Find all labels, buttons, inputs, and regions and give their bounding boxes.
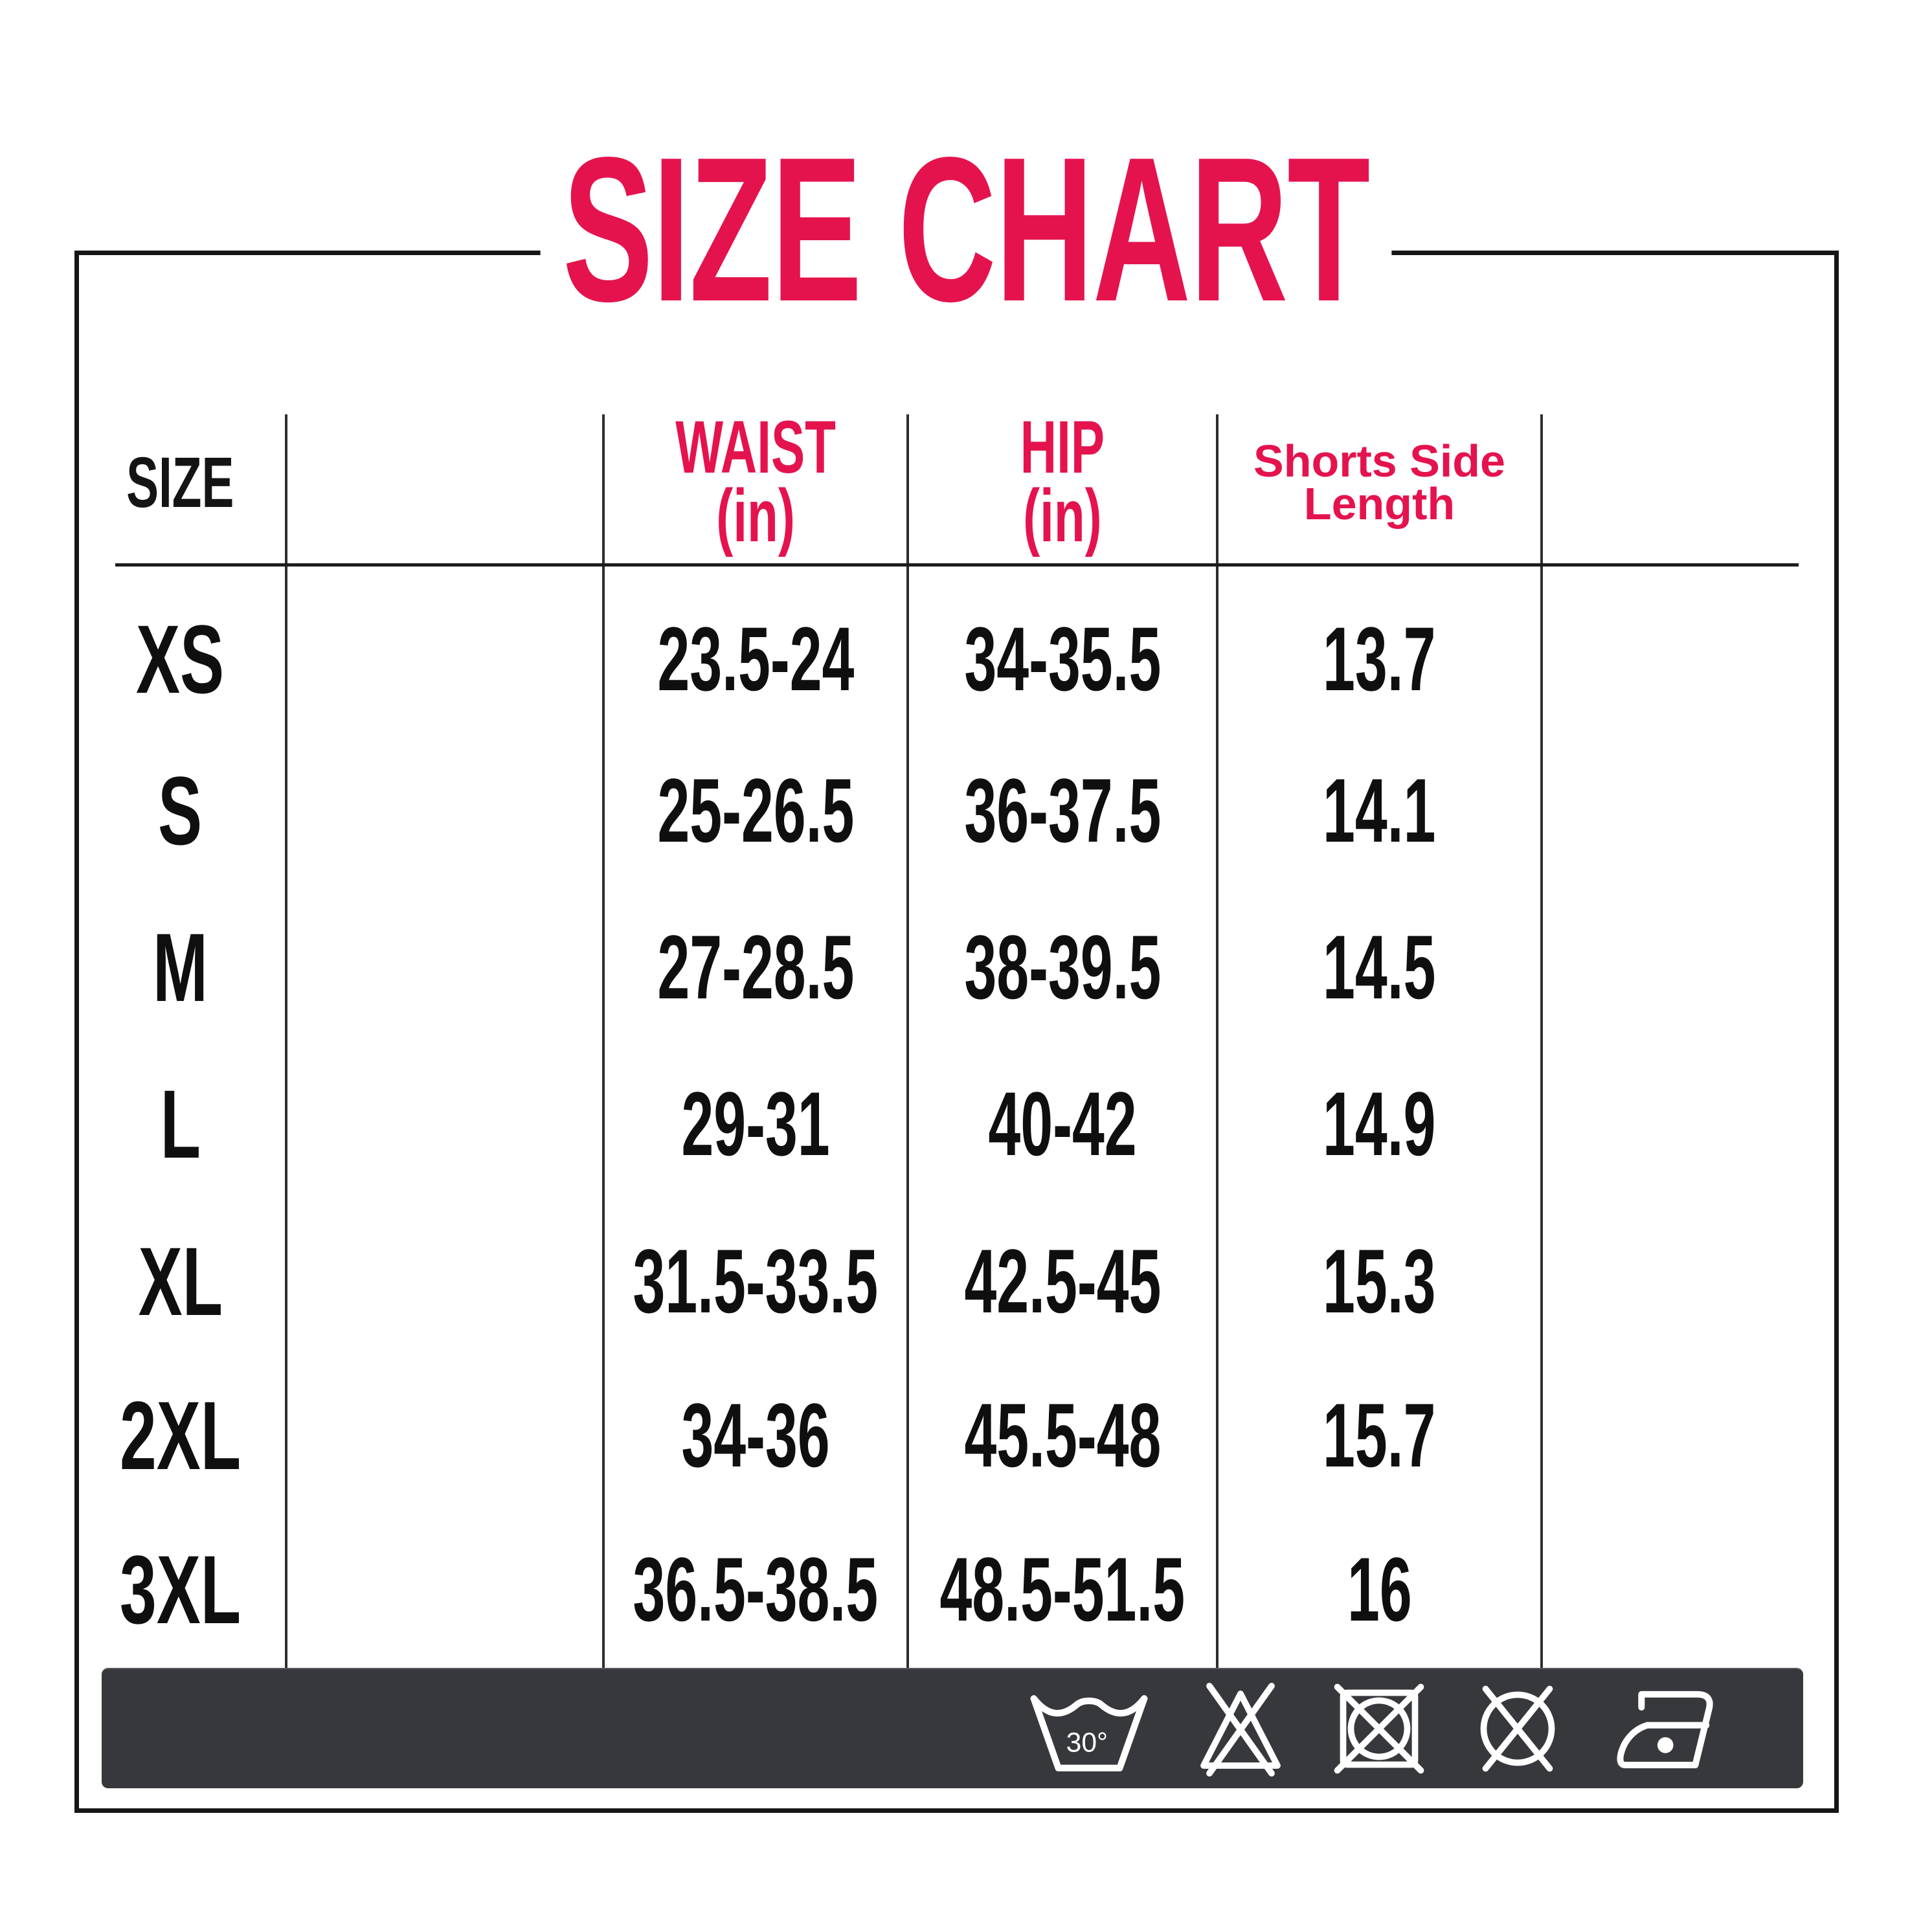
table-row-label: L: [160, 1069, 201, 1178]
do-not-tumble-dry-icon: [1331, 1680, 1428, 1777]
waist-value: 29-31: [681, 1073, 830, 1174]
page-title-row: [0, 115, 1932, 344]
header-hip: HIP (in): [1020, 406, 1105, 557]
length-value: 13.7: [1323, 608, 1436, 710]
iron-low-heat-icon: [1608, 1680, 1737, 1777]
hip-value: 40-42: [988, 1073, 1137, 1174]
svg-text:30°: 30°: [1066, 1727, 1108, 1758]
table-row-label: M: [153, 912, 208, 1022]
do-not-bleach-icon: [1192, 1680, 1289, 1777]
length-value: 14.9: [1323, 1073, 1436, 1174]
do-not-dry-clean-icon: [1469, 1680, 1566, 1777]
length-value: 16: [1347, 1538, 1412, 1640]
hip-value: 36-37.5: [964, 759, 1161, 861]
header-size: SIZE: [126, 442, 234, 522]
header-shorts-side-length: Shorts Side Length: [1253, 435, 1505, 529]
hip-value: 42.5-45: [964, 1230, 1161, 1332]
table-row-label: XL: [138, 1226, 223, 1336]
care-instructions-bar: [102, 1668, 1803, 1788]
header-waist: WAIST (in): [675, 406, 836, 557]
hip-value: 45.5-48: [964, 1384, 1161, 1486]
hip-value: 38-39.5: [964, 916, 1161, 1018]
waist-value: 31.5-33.5: [633, 1230, 879, 1332]
waist-value: 23.5-24: [657, 608, 854, 710]
table-row-label: 2XL: [119, 1380, 242, 1490]
length-value: 15.7: [1323, 1384, 1436, 1486]
waist-value: 34-36: [681, 1384, 830, 1486]
length-value: 14.1: [1323, 759, 1436, 861]
waist-value: 36.5-38.5: [633, 1538, 879, 1640]
length-value: 15.3: [1323, 1230, 1436, 1332]
table-row-label: XS: [136, 604, 225, 713]
page-title: SIZE CHART: [541, 127, 1392, 333]
waist-value: 25-26.5: [657, 759, 854, 861]
waist-value: 27-28.5: [657, 916, 854, 1018]
machine-wash-30-icon: [1028, 1680, 1151, 1777]
hip-value: 34-35.5: [964, 608, 1161, 710]
table-row-label: 3XL: [119, 1534, 242, 1644]
table-row-label: S: [158, 756, 203, 865]
length-value: 14.5: [1323, 916, 1436, 1018]
hip-value: 48.5-51.5: [939, 1538, 1185, 1640]
